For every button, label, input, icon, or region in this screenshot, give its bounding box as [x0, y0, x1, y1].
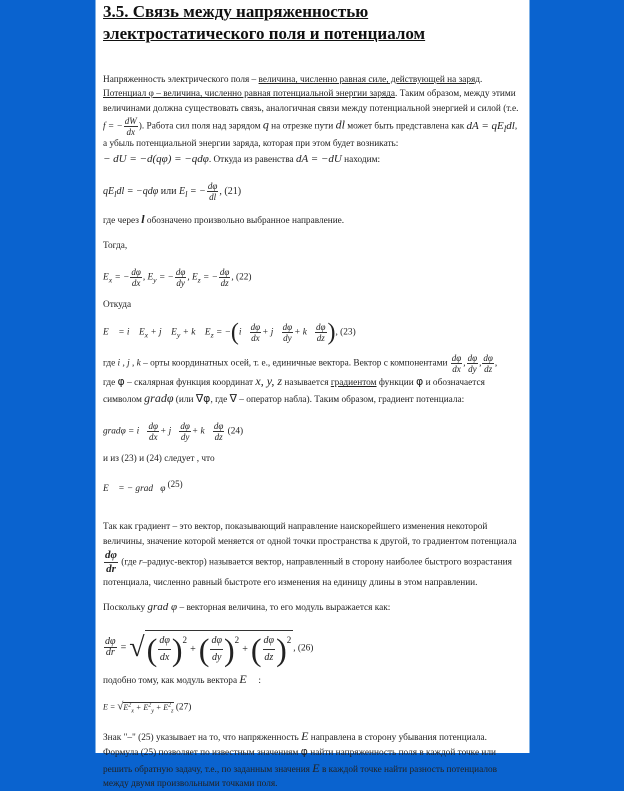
text: = −	[112, 272, 130, 283]
denominator: dr	[105, 647, 115, 659]
numerator: dφ	[210, 633, 223, 650]
numerator: dφ	[451, 353, 462, 364]
text: на отрезке пути	[268, 121, 336, 132]
symbol-grad-phi: grad φ	[147, 601, 178, 614]
text: называется	[282, 378, 331, 389]
paragraph-then: Тогда,	[103, 240, 128, 251]
subscript: y	[176, 330, 181, 340]
fraction	[124, 116, 138, 137]
symbol-E: E	[312, 760, 320, 775]
symbol-E: E	[301, 728, 309, 743]
fraction	[130, 267, 141, 288]
fraction	[210, 633, 223, 666]
text: функции	[376, 378, 417, 389]
denominator: dx	[126, 127, 136, 138]
text: E	[123, 702, 129, 712]
equation-26: $\frac{d\varphi}{dr}$ = √( $\frac{d\varphi}{dx}$ )$^2$ + ( $\frac{d\varphi}{dy}$ )$^2$ + ( $\frac{d\varphi}{dz}$ )$^2$, (26)	[105, 631, 314, 668]
denominator: dy	[180, 432, 190, 443]
symbol-phi: φ	[117, 375, 125, 389]
text: найти напряженность поля в каждой точке или решить обратную задачу, т.е., по заданным значения	[103, 748, 496, 775]
sqrt-icon: √	[117, 700, 124, 713]
equation-number: , (23)	[335, 328, 356, 339]
text: Поскольку	[103, 603, 148, 614]
text: находим:	[341, 154, 381, 165]
text: направлена в сторону убывания потенциала. Формула (25) позволяет по известным значениям	[103, 732, 488, 759]
symbol-nabla: ∇	[229, 391, 237, 405]
fraction	[250, 322, 261, 343]
denominator: dx	[251, 333, 260, 344]
equation-number: , (21)	[219, 185, 242, 197]
paren-open: (	[146, 631, 158, 668]
numerator: dφ	[158, 633, 171, 650]
text: E =	[103, 702, 118, 712]
unit-vector-j: j⃗	[168, 426, 179, 437]
text: и обозначается символом	[103, 378, 485, 405]
fraction	[282, 322, 293, 343]
numerator: dφ	[105, 548, 117, 561]
text: E	[147, 272, 154, 283]
subscript: x	[108, 275, 113, 285]
denominator: dz	[316, 333, 325, 344]
fraction	[147, 421, 158, 442]
equation-21	[103, 181, 521, 202]
subscript: l	[503, 124, 507, 135]
section-title: 3.5. Связь между напряженностью электростатического поля и потенциалом	[103, 2, 426, 43]
unit-vector-k: k⃗	[200, 426, 212, 437]
unit-vectors: i , j , k	[117, 359, 141, 370]
symbol-q: q	[262, 117, 269, 132]
text: dl	[506, 119, 515, 132]
text: , где	[210, 394, 230, 405]
text: Так как градиент – это вектор, показывающий направление наискорейшего изменения некоторой величины, значение которой меняется от одной точки пространства к другой, то градиентом потенциала	[103, 522, 517, 547]
unit-vector-k: k⃗	[302, 328, 315, 339]
fraction	[451, 353, 462, 374]
numerator: dW	[124, 116, 137, 127]
paren-close: )	[223, 631, 235, 668]
text: (или	[173, 394, 196, 405]
denominator: dx	[148, 432, 158, 443]
text: ). Работа сил поля над зарядом	[138, 121, 263, 132]
symbol-vector-E: E⃗	[239, 671, 257, 686]
fraction	[219, 267, 230, 288]
subscript: z	[197, 275, 201, 285]
paragraph-similar	[103, 672, 521, 688]
text: – скалярная функция координат	[124, 378, 256, 389]
text: (где	[118, 557, 139, 568]
text: Напряженность электрического поля –	[103, 75, 259, 85]
text: где	[103, 359, 118, 370]
denominator: dz	[264, 651, 274, 663]
exponent: 2	[128, 702, 132, 709]
numerator: dφ	[131, 267, 141, 278]
numerator: dφ	[105, 636, 116, 648]
formula-dA-equals-minus-dU: dA = −dU	[295, 152, 342, 165]
sqrt-content: ( $\frac{d\varphi}{dx}$ )$^2$ + ( $\frac{d\varphi}{dy}$ )$^2$ + ( $\frac{d\varphi}{dz}$ )$^2$	[146, 631, 292, 668]
numerator: dφ	[175, 267, 186, 278]
equation-23: E⃗ = i⃗ $E_x$ + j⃗ $E_y$ + k⃗ $E_z$ = −(i⃗ $\frac{d\varphi}{dx}$ + j⃗ $\frac{d\varphi}{dy}$ + k⃗ $\frac{d\varphi}{dz}$ ), (23)	[103, 319, 356, 346]
fraction	[467, 353, 478, 374]
text: = −	[156, 272, 174, 283]
denominator: dz	[484, 364, 493, 375]
denominator: dx	[131, 278, 141, 289]
equation-number: (24)	[225, 426, 244, 437]
text: gradφ =	[103, 426, 137, 437]
paragraph-gradient-vector	[103, 520, 521, 590]
text: подобно тому, как модуль вектора	[103, 675, 240, 686]
equation-25	[103, 477, 521, 497]
subscript: x	[144, 330, 149, 340]
fraction	[315, 322, 326, 343]
text: , а убыль потенциальной энергии заряда, которая при этом будет возникать:	[103, 121, 518, 150]
equation-number: , (22)	[231, 272, 252, 283]
numerator: dφ	[180, 421, 190, 432]
numerator: dφ	[263, 633, 276, 650]
denominator: dx	[159, 651, 170, 663]
coordinates: x, y, z	[255, 374, 283, 389]
paragraph-intro	[103, 73, 521, 167]
fraction	[104, 637, 117, 658]
text: в каждой точке найти разность потенциалов между двумя произвольными точками поля.	[103, 764, 498, 790]
text: = −	[187, 185, 206, 197]
paren-close: )	[276, 631, 287, 668]
equation-number: (25)	[165, 478, 183, 489]
denominator: dy	[468, 364, 477, 375]
text: E⃗ = − grad⃗φ	[103, 483, 166, 494]
sqrt-content: $E^2_x + E^2_y + E^2_z$	[123, 702, 174, 715]
text: = −	[200, 272, 218, 283]
symbol-r: r	[138, 557, 143, 568]
numerator: dφ	[207, 181, 218, 192]
text: + k⃗ E	[180, 328, 211, 339]
subscript: l	[185, 189, 188, 199]
fraction	[482, 353, 493, 374]
symbol-dl: dl	[335, 117, 345, 132]
numerator: dφ	[148, 421, 158, 432]
fraction	[207, 181, 218, 202]
subscript: x	[131, 708, 134, 715]
text: E	[143, 702, 149, 712]
text: dA = qE	[466, 119, 504, 132]
denominator: dl	[209, 192, 217, 203]
text: может быть представлена как	[344, 121, 467, 132]
equation-number: (27)	[173, 702, 192, 713]
unit-vector-j: j⃗	[270, 328, 281, 339]
text: qE	[103, 185, 115, 197]
text: или	[158, 185, 179, 197]
numerator: dφ	[467, 353, 478, 364]
denominator: dy	[283, 333, 292, 344]
text: = −	[213, 328, 231, 339]
exponent: 2	[234, 634, 240, 645]
text: E	[163, 702, 169, 712]
paren-close: )	[171, 631, 183, 668]
fraction	[179, 421, 190, 442]
exponent: 2	[148, 702, 152, 709]
unit-vector-i: i⃗	[136, 426, 147, 437]
equation-27	[103, 698, 521, 719]
text: + j⃗ E	[148, 328, 177, 339]
numerator: dφ	[316, 322, 326, 333]
subscript: y	[151, 708, 154, 715]
symbol-grad-phi: gradφ	[144, 390, 174, 405]
equation-22: $E_x$ = − $\frac{d\varphi}{dx}$ , $E_y$ = − $\frac{d\varphi}{dy}$ , $E_z$ = − $\frac{d\varphi}{dz}$ , (22)	[103, 267, 252, 289]
equation-24: gradφ = i⃗ $\frac{d\varphi}{dx}$ + j⃗ $\frac{d\varphi}{dy}$ + k⃗ $\frac{d\varphi}{dz}$ (24)	[103, 421, 244, 443]
text: – векторная величина, то его модуль выражается как:	[177, 603, 391, 614]
paragraph-direction	[103, 212, 521, 228]
text: E	[103, 272, 109, 283]
symbol-phi: φ	[416, 375, 424, 389]
numerator: dφ	[213, 421, 224, 432]
paragraph-follows: и из (23) и (24) следует , что	[103, 454, 215, 465]
paragraph-whence: Откуда	[103, 300, 132, 311]
term-gradient: градиентом	[330, 378, 377, 389]
subscript: z	[210, 330, 214, 340]
denominator: dz	[220, 278, 229, 289]
subscript: l	[114, 189, 117, 199]
numerator: dφ	[483, 353, 493, 364]
fraction	[263, 633, 276, 666]
text: – орты координатных осей, т. е., единичные вектора. Вектор с компонентами	[140, 359, 450, 370]
text: обозначено произвольно выбранное направление.	[144, 216, 345, 227]
paragraph-modulus	[103, 600, 521, 615]
text: Знак "–" (25) указывает на то, что напряженность	[103, 732, 302, 743]
text: dl = −qdφ	[116, 185, 159, 197]
text: где	[103, 378, 118, 389]
formula-force: f = −	[103, 121, 123, 132]
text: . Таким образом, между этими величинами должна существовать связь, аналогичная связи между потенциальной энергией и силой (т.е.	[103, 89, 519, 114]
paren-close: )	[327, 319, 336, 346]
symbol-nabla-phi: ∇φ	[195, 391, 211, 405]
denominator: dr	[106, 562, 116, 575]
numerator: dφ	[250, 322, 261, 333]
paragraph-gradient-def: где i , j , k – орты координатных осей, т. е., единичные вектора. Вектор с компонентами $\frac{d\varphi}{dx}$ , $\frac{d\varphi}{dy}$ , $\frac{d\varphi}{dz}$ , где φ – скалярная функция координат x, y, z называется градиентом функции φ и обозначается символом gradφ (или ∇φ, где ∇ – оператор набла). Таким образом, градиент потенциала:	[103, 353, 498, 405]
formula-dU: − dU = −d(qφ) = −qdφ	[103, 152, 209, 165]
text: –радиус-вектор) называется вектор, направленный в сторону наиболее быстрого возрастания потенциала, численно равный быстроте его изменения на единицу длины в этом направлении.	[103, 557, 512, 588]
fraction	[213, 421, 224, 442]
paragraph-sign	[103, 729, 521, 791]
fraction	[158, 633, 171, 666]
paren-open: (	[250, 631, 262, 668]
equation-number: , (26)	[293, 643, 314, 654]
subscript: z	[171, 708, 174, 715]
exponent: 2	[168, 702, 172, 709]
text: :	[256, 675, 261, 686]
text: E⃗ = i⃗ E	[103, 328, 145, 339]
text: где через	[103, 216, 142, 227]
definition-potential: Потенциал φ – величина, численно равная потенциальной энергии заряда	[103, 89, 396, 100]
exponent: 2	[182, 634, 188, 645]
denominator: dy	[211, 651, 222, 663]
document-content	[96, 0, 529, 791]
numerator: dφ	[219, 267, 230, 278]
exponent: 2	[286, 634, 292, 645]
text: – оператор набла). Таким образом, градиент потенциала:	[236, 394, 465, 405]
text: .	[480, 75, 483, 85]
unit-vector-i: i⃗	[238, 328, 249, 339]
sqrt-icon: √	[129, 631, 145, 663]
denominator: dx	[452, 364, 461, 375]
fraction	[175, 267, 186, 288]
denominator: dz	[214, 432, 223, 443]
paren-open: (	[198, 631, 210, 668]
numerator: dφ	[282, 322, 293, 333]
text: . Откуда из равенства	[208, 154, 296, 165]
symbol-phi: φ	[300, 745, 308, 759]
text: E	[178, 185, 186, 197]
paren-open: (	[230, 319, 239, 346]
denominator: dy	[176, 278, 185, 289]
symbol-l: l	[141, 212, 145, 227]
text: E	[191, 272, 198, 283]
document-page	[95, 0, 530, 790]
subscript: y	[153, 275, 157, 285]
formula-dA	[466, 119, 515, 135]
fraction	[104, 549, 118, 576]
definition-field-strength: величина, численно равная силе, действующей на заряд	[258, 75, 481, 85]
